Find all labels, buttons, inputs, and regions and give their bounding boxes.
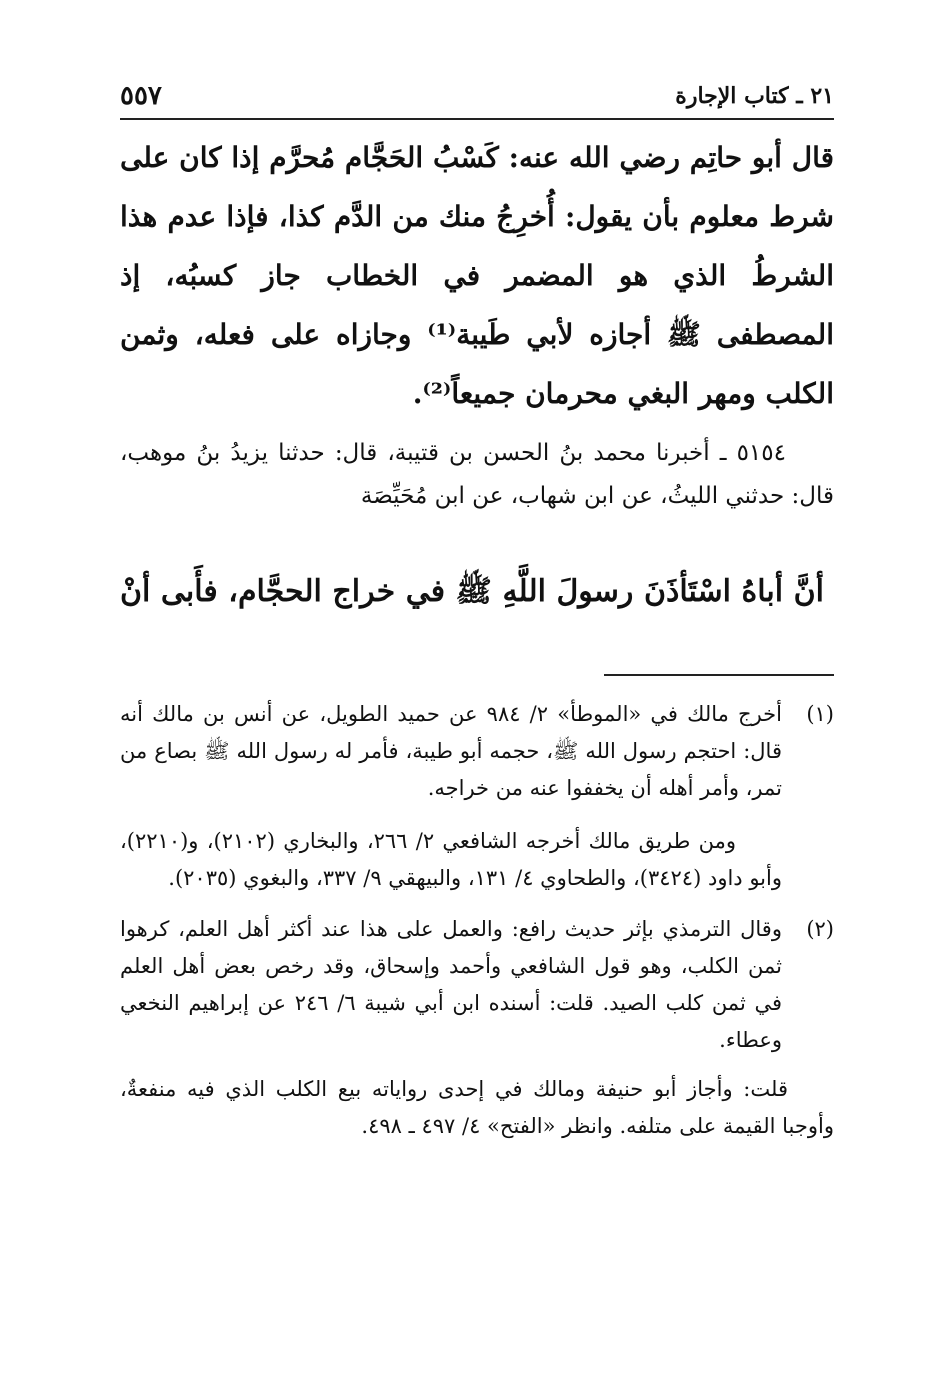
footnote-continuation: قلت: وأجاز أبو حنيفة ومالك في إحدى رواياته بيع الكلب الذي فيه منفعةٌ، وأوجبا القيمة على متلفه. وانظر «الفتح» ٤/ ٤٩٧ ـ ٤٩٨. (120, 1077, 834, 1138)
hadith-line: أنَّ أباهُ اسْتَأذَنَ رسولَ اللَّهِ ﷺ في خراج الحجَّام، فأَبى أنْ (120, 574, 824, 609)
footnote-2 (120, 911, 834, 1059)
hadith-chain (120, 432, 834, 518)
footnote-separator (604, 674, 834, 676)
footnote-body (120, 911, 782, 1059)
main-commentary (120, 128, 834, 423)
page-number: ٥٥٧ (120, 81, 162, 111)
footnote-paragraph: ومن طريق مالك أخرجه الشافعي ٢/ ٢٦٦، والبخاري (٢١٠٢)، و(٢٢١٠)، وأبو داود (٣٤٢٤)، والطحاوي ٤/ ١٣١، والبيهقي ٩/ ٣٣٧، والبغوي (٢٠٣٥). (120, 829, 782, 890)
footnote-number: (١) (806, 702, 834, 726)
isnad-paragraph: ٥١٥٤ ـ أخبرنا محمد بنُ الحسن بن قتيبة، قال: حدثنا يزيدُ بنُ موهب، قال: حدثني الليثُ، عن ابن شهاب، عن ابن مُحَيِّصَة (120, 440, 834, 509)
footnote-1 (120, 696, 834, 897)
footnote-paragraph: وقال الترمذي بإثر حديث رافع: والعمل على هذا عند أكثر أهل العلم، كرهوا ثمن الكلب، وهو قول الشافعي وأحمد وإسحاق، وقد رخص بعض أهل العلم في ثمن كلب الصيد. قلت: أسنده ابن أبي شيبة ٦/ ٢٤٦ عن إبراهيم النخعي وعطاء. (120, 917, 782, 1052)
footnote-body (120, 696, 782, 897)
footnotes (120, 696, 834, 1145)
hadith-text (120, 562, 824, 622)
footnote-number: (٢) (806, 917, 834, 941)
chapter-title: ٢١ ـ كتاب الإجارة (675, 83, 834, 109)
commentary-paragraph: قال أبو حاتِم رضي الله عنه: كَسْبُ الحَجَّام مُحرَّم إذا كان على شرط معلوم بأن يقول: أُخرِجُ منك من الدَّم كذا، فإذا عدم هذا الشرطُ الذي هو المضمر في الخطاب جاز كسبُه، إذ المصطفى ﷺ أجازه لأبي طَيبة⁽¹⁾ وجازاه على فعله، وثمن الكلب ومهر البغي محرمان جميعاً⁽²⁾. (120, 141, 834, 410)
footnote-paragraph: أخرج مالك في «الموطأ» ٢/ ٩٨٤ عن حميد الطويل، عن أنس بن مالك أنه قال: احتجم رسول الله ﷺ، حجمه أبو طيبة، فأمر له رسول الله ﷺ بصاع من تمر، وأمر أهله أن يخففوا عنه من خراجه. (120, 702, 782, 800)
running-header (120, 74, 834, 120)
